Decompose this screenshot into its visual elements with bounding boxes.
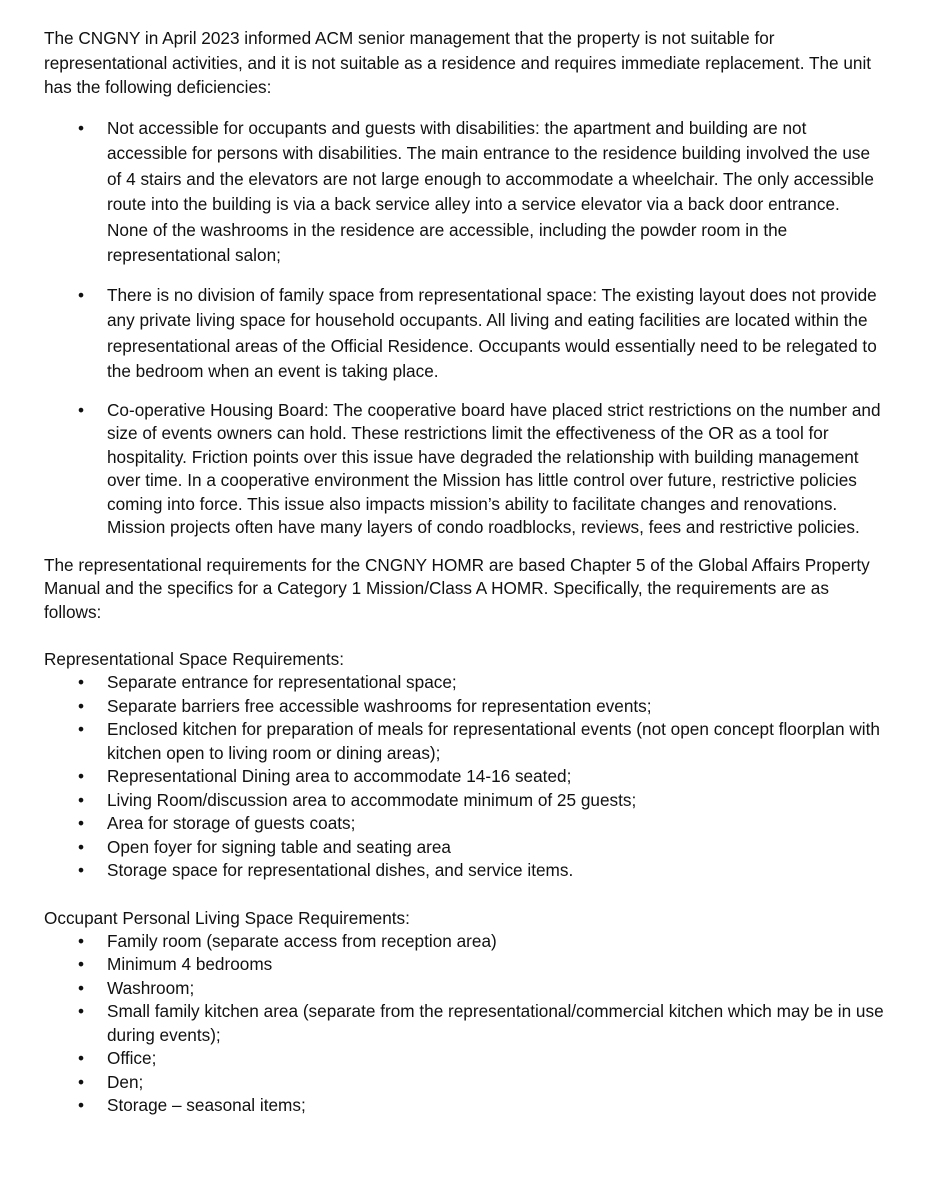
list-item: • Small family kitchen area (separate from the representational/commercial kitchen which may be in use during events);: [44, 1000, 884, 1047]
list-item: • Minimum 4 bedrooms: [44, 953, 884, 977]
list-item: • Separate barriers free accessible washrooms for representation events;: [44, 695, 884, 719]
list-item: • Open foyer for signing table and seating area: [44, 836, 884, 860]
list-item: • Living Room/discussion area to accommodate minimum of 25 guests;: [44, 789, 884, 813]
list-item: • Area for storage of guests coats;: [44, 812, 884, 836]
requirements-intro-paragraph: The representational requirements for the CNGNY HOMR are based Chapter 5 of the Global Affairs Property Manual and the specifics for a Category 1 Mission/Class A HOMR. Specifically, the requirements are as follows:: [44, 554, 870, 622]
occupant-list: [44, 930, 884, 1118]
occupant-heading: Occupant Personal Living Space Requirements:: [44, 907, 410, 928]
deficiency-list: [44, 116, 884, 540]
list-item: • Enclosed kitchen for preparation of meals for representational events (not open concept floorplan with kitchen open to living room or dining areas);: [44, 718, 884, 765]
deficiency-family-space: • There is no division of family space from representational space: The existing layout does not provide any private living space for household occupants. All living and eating facilities are located within the representational areas of the Official Residence. Occupants would essentially need to be relegated to the bedroom when an event is taking place.: [44, 283, 884, 385]
list-item: • Washroom;: [44, 977, 884, 1001]
representational-list: [44, 671, 884, 883]
list-item: • Den;: [44, 1071, 884, 1095]
list-item: • Family room (separate access from reception area): [44, 930, 884, 954]
list-item: • Storage space for representational dishes, and service items.: [44, 859, 884, 883]
intro-paragraph: The CNGNY in April 2023 informed ACM senior management that the property is not suitable for representational activities, and it is not suitable as a residence and requires immediate replacement. The unit has the following deficiencies:: [44, 28, 872, 97]
list-item: • Storage – seasonal items;: [44, 1094, 884, 1118]
list-item: • Separate entrance for representational space;: [44, 671, 884, 695]
list-item: • Representational Dining area to accommodate 14-16 seated;: [44, 765, 884, 789]
deficiency-accessibility: • Not accessible for occupants and guests with disabilities: the apartment and building are not accessible for persons with disabilities. The main entrance to the residence building involved the use of 4 stairs and the elevators are not large enough to accommodate a wheelchair. The only accessible route into the building is via a back service alley into a service elevator via a back door entrance. None of the washrooms in the residence are accessible, including the powder room in the representational salon;: [44, 116, 884, 269]
representational-heading: Representational Space Requirements:: [44, 649, 345, 669]
deficiency-cooperative-board: • Co-operative Housing Board: The cooperative board have placed strict restrictions on the number and size of events owners can hold. These restrictions limit the effectiveness of the OR as a tool for hospitality. Friction points over this issue have degraded the relationship with building management over time. In a cooperative environment the Mission has little control over future, restrictive policies coming into force. This issue also impacts mission’s ability to facilitate changes and renovations. Mission projects often have many layers of condo roadblocks, reviews, fees and restrictive policies.: [44, 399, 884, 540]
list-item: • Office;: [44, 1047, 884, 1071]
